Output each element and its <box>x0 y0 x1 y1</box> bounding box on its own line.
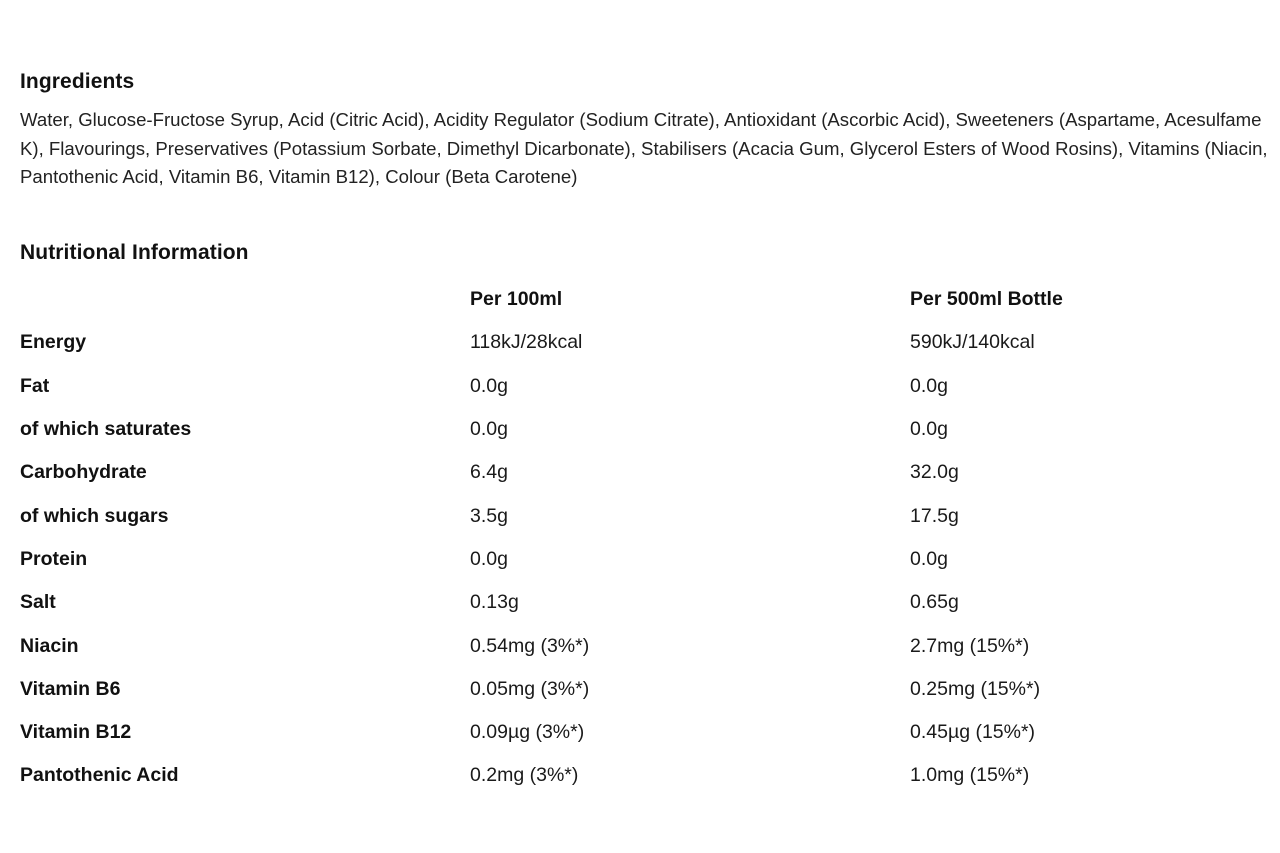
per-500ml-value: 1.0mg (15%*) <box>910 764 1030 787</box>
per-500ml-value: 17.5g <box>910 504 959 527</box>
header-per-500ml-bottle: Per 500ml Bottle <box>910 288 1063 311</box>
ingredients-text: Water, Glucose-Fructose Syrup, Acid (Citric Acid), Acidity Regulator (Sodium Citrate), Antioxidant (Ascorbic Acid), Sweeteners (Aspartame, Acesulfame K), Flavourings, Preservatives (Potassium Sorbate, Dimethyl Dicarbonate), Stabilisers (Acacia Gum, Glycerol Esters of Wood Rosins), Vitamins (Niacin, Pantothenic Acid, Vitamin B6, Vitamin B12), Colour (Beta Carotene) <box>20 109 1268 187</box>
per-100ml-value: 0.05mg (3%*) <box>470 677 590 700</box>
per-500ml-value: 0.0g <box>910 418 948 441</box>
nutrient-name: of which saturates <box>20 418 192 441</box>
per-500ml-value: 2.7mg (15%*) <box>910 634 1030 657</box>
nutrient-name: Protein <box>20 547 88 570</box>
per-100ml-value: 0.54mg (3%*) <box>470 634 590 657</box>
table-row <box>20 711 1270 754</box>
per-500ml-value: 0.0g <box>910 374 948 397</box>
table-row <box>20 408 1270 451</box>
per-100ml-value: 0.2mg (3%*) <box>470 764 579 787</box>
per-500ml-value: 32.0g <box>910 461 959 484</box>
ingredients-heading: Ingredients <box>20 70 135 93</box>
per-500ml-value: 0.0g <box>910 547 948 570</box>
per-100ml-value: 0.13g <box>470 591 519 614</box>
nutrient-name: Vitamin B6 <box>20 677 121 700</box>
per-100ml-value: 3.5g <box>470 504 508 527</box>
per-100ml-value: 0.0g <box>470 547 508 570</box>
table-row <box>20 624 1270 667</box>
header-nutrient <box>20 278 470 321</box>
nutrient-name: of which sugars <box>20 504 169 527</box>
table-row <box>20 668 1270 711</box>
nutrition-table-header <box>20 278 1270 321</box>
nutrient-name: Carbohydrate <box>20 461 147 484</box>
per-500ml-value: 0.65g <box>910 591 959 614</box>
table-row <box>20 365 1270 408</box>
nutrition-heading: Nutritional Information <box>20 241 249 264</box>
per-500ml-value: 590kJ/140kcal <box>910 331 1035 354</box>
table-row <box>20 321 1270 364</box>
table-row <box>20 538 1270 581</box>
table-row <box>20 581 1270 624</box>
header-per-100ml: Per 100ml <box>470 288 563 311</box>
nutrient-name: Salt <box>20 591 56 614</box>
per-500ml-value: 0.25mg (15%*) <box>910 677 1041 700</box>
nutrient-name: Niacin <box>20 634 79 657</box>
per-100ml-value: 0.0g <box>470 418 508 441</box>
nutrient-name: Fat <box>20 374 50 397</box>
table-row <box>20 451 1270 494</box>
nutrient-name: Energy <box>20 331 87 354</box>
table-row <box>20 494 1270 537</box>
per-100ml-value: 6.4g <box>470 461 508 484</box>
nutrition-table <box>20 278 1270 798</box>
nutrient-name: Vitamin B12 <box>20 721 132 744</box>
per-100ml-value: 118kJ/28kcal <box>470 331 583 354</box>
per-100ml-value: 0.09µg (3%*) <box>470 721 585 744</box>
nutrition-table-body <box>20 321 1270 797</box>
nutrient-name: Pantothenic Acid <box>20 764 179 787</box>
table-row <box>20 754 1270 797</box>
per-500ml-value: 0.45µg (15%*) <box>910 721 1036 744</box>
per-100ml-value: 0.0g <box>470 374 508 397</box>
